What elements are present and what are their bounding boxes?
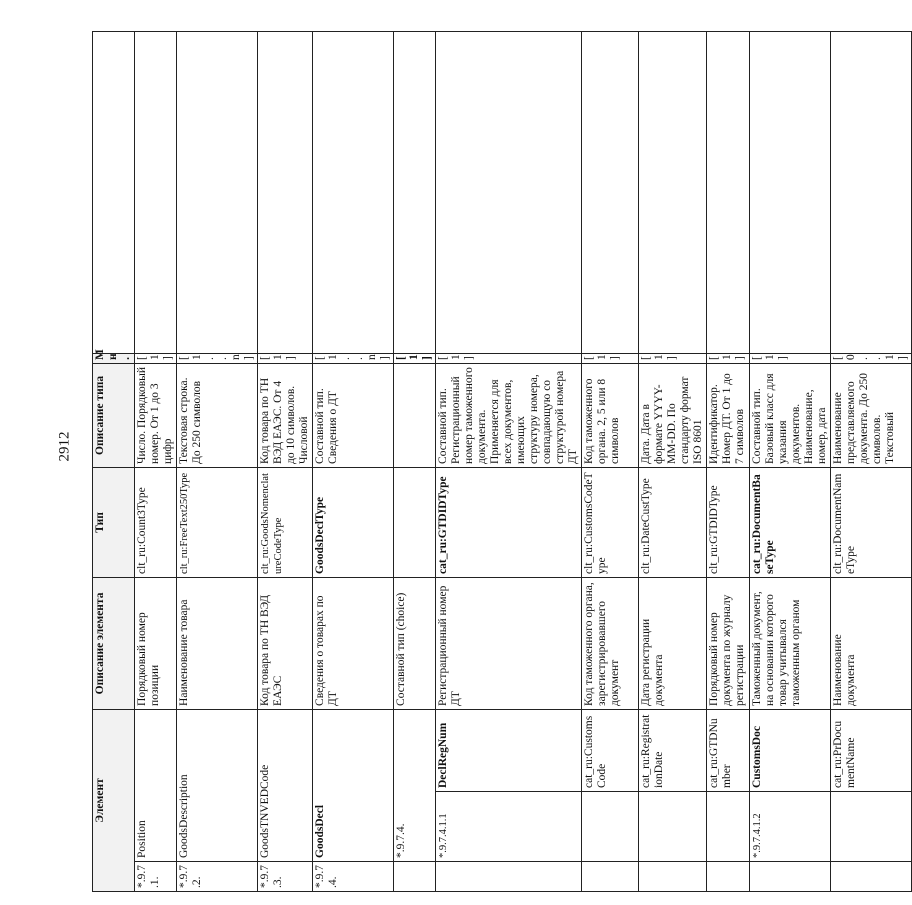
row-type: clt_ru:GoodsNomenclatureCodeType bbox=[258, 467, 313, 577]
row-name: GoodsDecl bbox=[313, 709, 394, 861]
blank-cell bbox=[394, 31, 436, 353]
row-name: GoodsTNVEDCode bbox=[258, 709, 313, 861]
row-type-desc: Текстовая строка. До 250 символов bbox=[177, 363, 258, 467]
table-row bbox=[750, 31, 831, 891]
table-row bbox=[831, 31, 912, 891]
row-name: cat_ru:PrDocumentName bbox=[831, 709, 912, 791]
row-desc: Сведения о товарах по ДТ bbox=[313, 577, 394, 709]
header-element: Элемент bbox=[93, 709, 135, 891]
row-type: GoodsDeclType bbox=[313, 467, 394, 577]
table-row bbox=[436, 31, 582, 891]
row-mult: [1] bbox=[750, 353, 831, 363]
row-number: *.9.7.4.1.2 bbox=[750, 792, 831, 862]
row-name: Position bbox=[135, 709, 177, 861]
row-mult: [1] bbox=[639, 353, 707, 363]
row-type bbox=[394, 467, 436, 577]
row-desc: Код товара по ТН ВЭД ЕАЭС bbox=[258, 577, 313, 709]
row-number: *.9.7.4. bbox=[394, 709, 436, 861]
indent-cell bbox=[639, 792, 707, 862]
row-mult: [1] bbox=[394, 353, 436, 363]
row-desc: Таможенный документ, на основании которого товар учитывался таможенным органом bbox=[750, 577, 831, 709]
row-type-desc: Дата. Дата в формате YYYY-MM-DD. По стандарту формат ISO 8601 bbox=[639, 363, 707, 467]
row-desc: Код таможенного органа, зарегистрировавшего документ bbox=[582, 577, 639, 709]
row-mult: [1] bbox=[258, 353, 313, 363]
row-type-desc: Составной тип. Регистрационный номер таможенного документа. Применяется для всех документов, имеющих структуру номера, совпадающую со структурой номера ДТ bbox=[436, 363, 582, 467]
row-type: clt_ru:Count3Type bbox=[135, 467, 177, 577]
element-table bbox=[92, 31, 912, 892]
row-mult: [1] bbox=[436, 353, 582, 363]
blank-cell bbox=[639, 31, 707, 353]
indent-cell bbox=[831, 792, 912, 862]
table-row bbox=[394, 31, 436, 891]
row-mult: [0..1] bbox=[831, 353, 912, 363]
row-type-desc: Идентификатор. Номер ДТ. От 1 до 7 символов bbox=[707, 363, 750, 467]
indent-cell bbox=[639, 862, 707, 892]
page-number: 2912 bbox=[56, 431, 73, 462]
row-number: *.9.7.4.1.1 bbox=[436, 792, 582, 862]
row-type: clt_ru:DocumentNameType bbox=[831, 467, 912, 577]
row-mult: [1] bbox=[135, 353, 177, 363]
row-number: *.9.7.3. bbox=[258, 862, 313, 892]
table-row bbox=[639, 31, 707, 891]
table-row bbox=[707, 31, 750, 891]
row-type-desc bbox=[394, 363, 436, 467]
table-row bbox=[258, 31, 313, 891]
row-type-desc: Число. Порядковый номер. От 1 до 3 цифр bbox=[135, 363, 177, 467]
row-type: clt_ru:DateCustType bbox=[639, 467, 707, 577]
row-name: CustomsDoc bbox=[750, 709, 831, 791]
indent-cell bbox=[582, 792, 639, 862]
row-desc: Порядковый номер позиции bbox=[135, 577, 177, 709]
blank-cell bbox=[177, 31, 258, 353]
blank-cell bbox=[707, 31, 750, 353]
row-desc: Наименование документа bbox=[831, 577, 912, 709]
indent-cell bbox=[707, 862, 750, 892]
row-desc: Порядковый номер документа по журналу регистрации bbox=[707, 577, 750, 709]
header-element-desc: Описание элемента bbox=[93, 577, 135, 709]
indent-cell bbox=[394, 862, 436, 892]
row-type: cat_ru:DocumentBaseType bbox=[750, 467, 831, 577]
blank-cell bbox=[831, 31, 912, 353]
rotated-page-content bbox=[92, 32, 909, 892]
table-row bbox=[135, 31, 177, 891]
table-row bbox=[582, 31, 639, 891]
row-type: clt_ru:FreeText250Type bbox=[177, 467, 258, 577]
table-row bbox=[313, 31, 394, 891]
row-type: clt_ru:CustomsCodeType bbox=[582, 467, 639, 577]
row-mult: [1] bbox=[707, 353, 750, 363]
row-type-desc: Код товара по ТН ВЭД ЕАЭС. От 4 до 10 символов. Числовой bbox=[258, 363, 313, 467]
indent-cell bbox=[750, 862, 831, 892]
row-type: clt_ru:GTDIDType bbox=[707, 467, 750, 577]
row-type: cat_ru:GTDIDType bbox=[436, 467, 582, 577]
row-name: GoodsDescription bbox=[177, 709, 258, 861]
blank-cell bbox=[436, 31, 582, 353]
row-type-desc: Составной тип. Сведения о ДТ bbox=[313, 363, 394, 467]
row-type-desc: Код таможенного органа. 2, 5 или 8 символов bbox=[582, 363, 639, 467]
header-type-desc: Описание типа bbox=[93, 363, 135, 467]
row-type-desc: Наименование представляемого документа. До 250 символов. Текстовый bbox=[831, 363, 912, 467]
indent-cell bbox=[831, 862, 912, 892]
row-name: cat_ru:GTDNumber bbox=[707, 709, 750, 791]
row-desc: Дата регистрации документа bbox=[639, 577, 707, 709]
row-type-desc: Составной тип. Базовый класс для указания документов. Наименование, номер, дата bbox=[750, 363, 831, 467]
table-header-row bbox=[93, 31, 135, 891]
row-desc: Составной тип (choice) bbox=[394, 577, 436, 709]
row-desc: Наименование товара bbox=[177, 577, 258, 709]
blank-cell bbox=[258, 31, 313, 353]
blank-cell bbox=[750, 31, 831, 353]
row-name: cat_ru:RegistrationDate bbox=[639, 709, 707, 791]
table-row bbox=[177, 31, 258, 891]
row-name: DeclRegNum bbox=[436, 709, 582, 791]
blank-cell bbox=[582, 31, 639, 353]
row-mult: [1..n] bbox=[313, 353, 394, 363]
row-number: *.9.7.2. bbox=[177, 862, 258, 892]
header-blank bbox=[93, 31, 135, 353]
row-desc: Регистрационный номер ДТ bbox=[436, 577, 582, 709]
blank-cell bbox=[135, 31, 177, 353]
row-number: *.9.7.1. bbox=[135, 862, 177, 892]
header-mult: Мн. bbox=[93, 353, 135, 363]
indent-cell bbox=[707, 792, 750, 862]
indent-cell bbox=[436, 862, 582, 892]
row-name: cat_ru:CustomsCode bbox=[582, 709, 639, 791]
row-mult: [1] bbox=[582, 353, 639, 363]
indent-cell bbox=[582, 862, 639, 892]
blank-cell bbox=[313, 31, 394, 353]
header-type: Тип bbox=[93, 467, 135, 577]
row-number: *.9.7.4. bbox=[313, 862, 394, 892]
row-mult: [1..n] bbox=[177, 353, 258, 363]
